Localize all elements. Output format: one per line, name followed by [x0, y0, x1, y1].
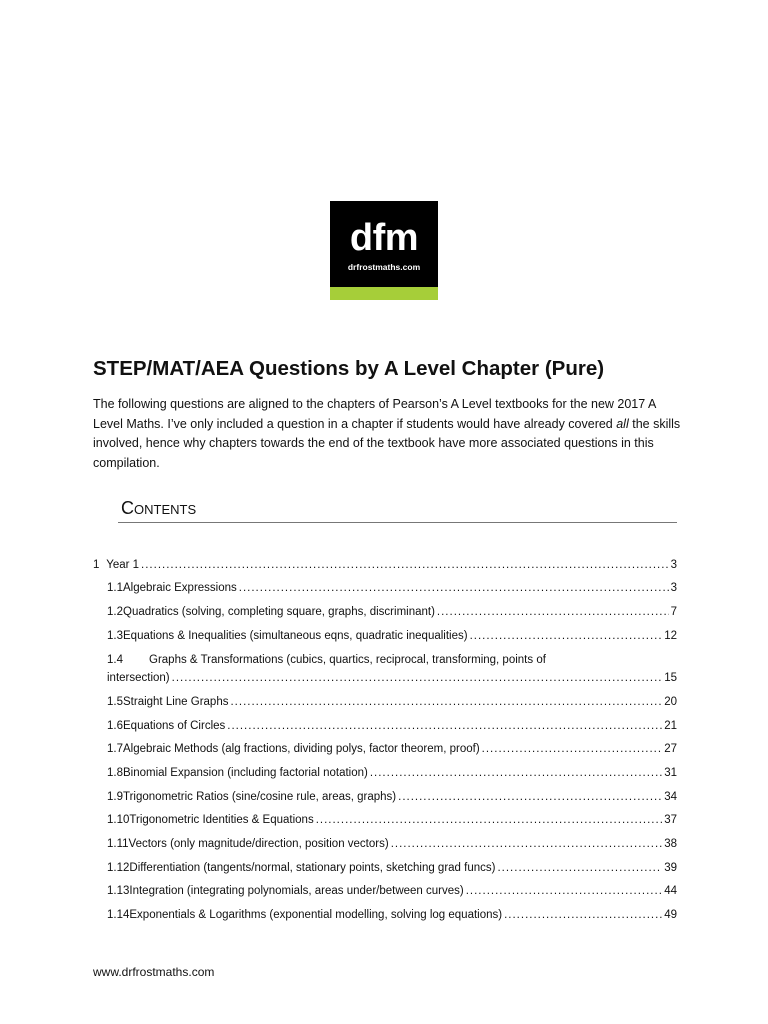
toc-entry-1-3[interactable] — [93, 628, 677, 644]
toc-number: 1.5 — [107, 696, 123, 708]
toc-page-number: 49 — [664, 909, 677, 921]
toc-leader-dots — [470, 628, 663, 644]
logo-mark: dfm — [349, 217, 419, 259]
toc-number: 1.13 — [107, 885, 130, 897]
toc-leader-dots — [482, 741, 663, 757]
footer-url[interactable]: www.drfrostmaths.com — [93, 965, 215, 979]
toc-title: Trigonometric Ratios (sine/cosine rule, areas, graphs) — [123, 791, 397, 803]
toc-title: Quadratics (solving, completing square, graphs, discriminant) — [123, 606, 435, 618]
toc-page-number: 3 — [670, 559, 677, 571]
toc-title: Algebraic Methods (alg fractions, dividing polys, factor theorem, proof) — [123, 743, 480, 755]
toc-entry-1-7[interactable] — [93, 741, 677, 757]
toc-title: Year 1 — [106, 559, 140, 571]
toc-title: Vectors (only magnitude/direction, position vectors) — [128, 838, 389, 850]
toc-leader-dots — [316, 812, 663, 828]
toc-leader-dots — [398, 789, 662, 805]
intro-text-part2: the skills involved, hence why chapters towards the end of the textbook have more associated questions in this compilation. — [93, 416, 681, 470]
toc-page-number: 39 — [664, 862, 677, 874]
toc-page-number: 12 — [664, 630, 677, 642]
toc-entry-1-4[interactable] — [93, 652, 677, 686]
toc-leader-dots — [370, 765, 662, 781]
toc-leader-dots — [141, 557, 669, 573]
toc-entry-1-1[interactable] — [93, 580, 677, 596]
toc-entry-1-6[interactable] — [93, 718, 677, 734]
toc-number: 1.4 — [107, 654, 123, 666]
toc-page-number: 15 — [664, 672, 677, 684]
toc-page-number: 21 — [664, 720, 677, 732]
toc-entry-year1[interactable] — [93, 557, 677, 573]
toc-page-number: 20 — [664, 696, 677, 708]
toc-number: 1.1 — [107, 582, 123, 594]
toc-leader-dots — [466, 883, 662, 899]
contents-heading: Contents — [121, 498, 197, 518]
toc-entry-1-10[interactable] — [93, 812, 677, 828]
toc-number: 1.9 — [107, 791, 123, 803]
toc-page-number: 37 — [664, 814, 677, 826]
toc-entry-1-12[interactable] — [93, 860, 677, 876]
toc-title: Integration (integrating polynomials, areas under/between curves) — [129, 885, 464, 897]
toc-number: 1.12 — [107, 862, 130, 874]
toc-title: Exponentials & Logarithms (exponential modelling, solving log equations) — [129, 909, 503, 921]
intro-emphasis: all — [616, 416, 629, 431]
toc-number: 1.14 — [107, 909, 130, 921]
document-title: STEP/MAT/AEA Questions by A Level Chapter (Pure) — [93, 357, 605, 380]
toc-entry-1-2[interactable] — [93, 604, 677, 620]
toc-page-number: 7 — [670, 606, 677, 618]
toc-leader-dots — [437, 604, 669, 620]
toc-number: 1.2 — [107, 606, 123, 618]
toc-number: 1 — [93, 559, 100, 571]
toc-entry-1-9[interactable] — [93, 789, 677, 805]
toc-title: Equations of Circles — [123, 720, 226, 732]
toc-entry-1-11[interactable] — [93, 836, 677, 852]
toc-leader-dots — [172, 670, 663, 686]
toc-leader-dots — [391, 836, 663, 852]
toc-page-number: 27 — [664, 743, 677, 755]
toc-leader-dots — [227, 718, 662, 734]
toc-page-number: 34 — [664, 791, 677, 803]
toc-title: Differentiation (tangents/normal, stationary points, sketching grad funcs) — [129, 862, 496, 874]
toc-title: Trigonometric Identities & Equations — [129, 814, 314, 826]
toc-title: Equations & Inequalities (simultaneous eqns, quadratic inequalities) — [123, 630, 468, 642]
toc-number: 1.6 — [107, 720, 123, 732]
toc-page-number: 31 — [664, 767, 677, 779]
toc-page-number: 38 — [664, 838, 677, 850]
toc-title: Straight Line Graphs — [123, 696, 229, 708]
toc-page-number: 3 — [670, 582, 677, 594]
toc-entry-1-14[interactable] — [93, 907, 677, 923]
toc-title-line1: Graphs & Transformations (cubics, quartics, reciprocal, transforming, points of — [149, 654, 546, 666]
toc-entry-1-5[interactable] — [93, 694, 677, 710]
toc-title: Algebraic Expressions — [123, 582, 237, 594]
toc-number: 1.3 — [107, 630, 123, 642]
toc-leader-dots — [239, 580, 669, 596]
toc-number: 1.8 — [107, 767, 123, 779]
toc-entry-1-13[interactable] — [93, 883, 677, 899]
toc-page-number: 44 — [664, 885, 677, 897]
toc-leader-dots — [497, 860, 662, 876]
toc-number: 1.10 — [107, 814, 130, 826]
toc-entry-1-8[interactable] — [93, 765, 677, 781]
toc-title-line2: intersection) — [107, 672, 170, 684]
toc-leader-dots — [504, 907, 662, 923]
toc-title: Binomial Expansion (including factorial notation) — [123, 767, 368, 779]
toc-number: 1.7 — [107, 743, 123, 755]
logo-url: drfrostmaths.com — [347, 262, 421, 272]
intro-text-part1: The following questions are aligned to the chapters of Pearson’s A Level textbooks for the new 2017 A Level Maths. I’ve only included a question in a chapter if students would have already covered — [93, 397, 656, 431]
toc-number: 1.11 — [107, 838, 129, 850]
toc-leader-dots — [230, 694, 662, 710]
